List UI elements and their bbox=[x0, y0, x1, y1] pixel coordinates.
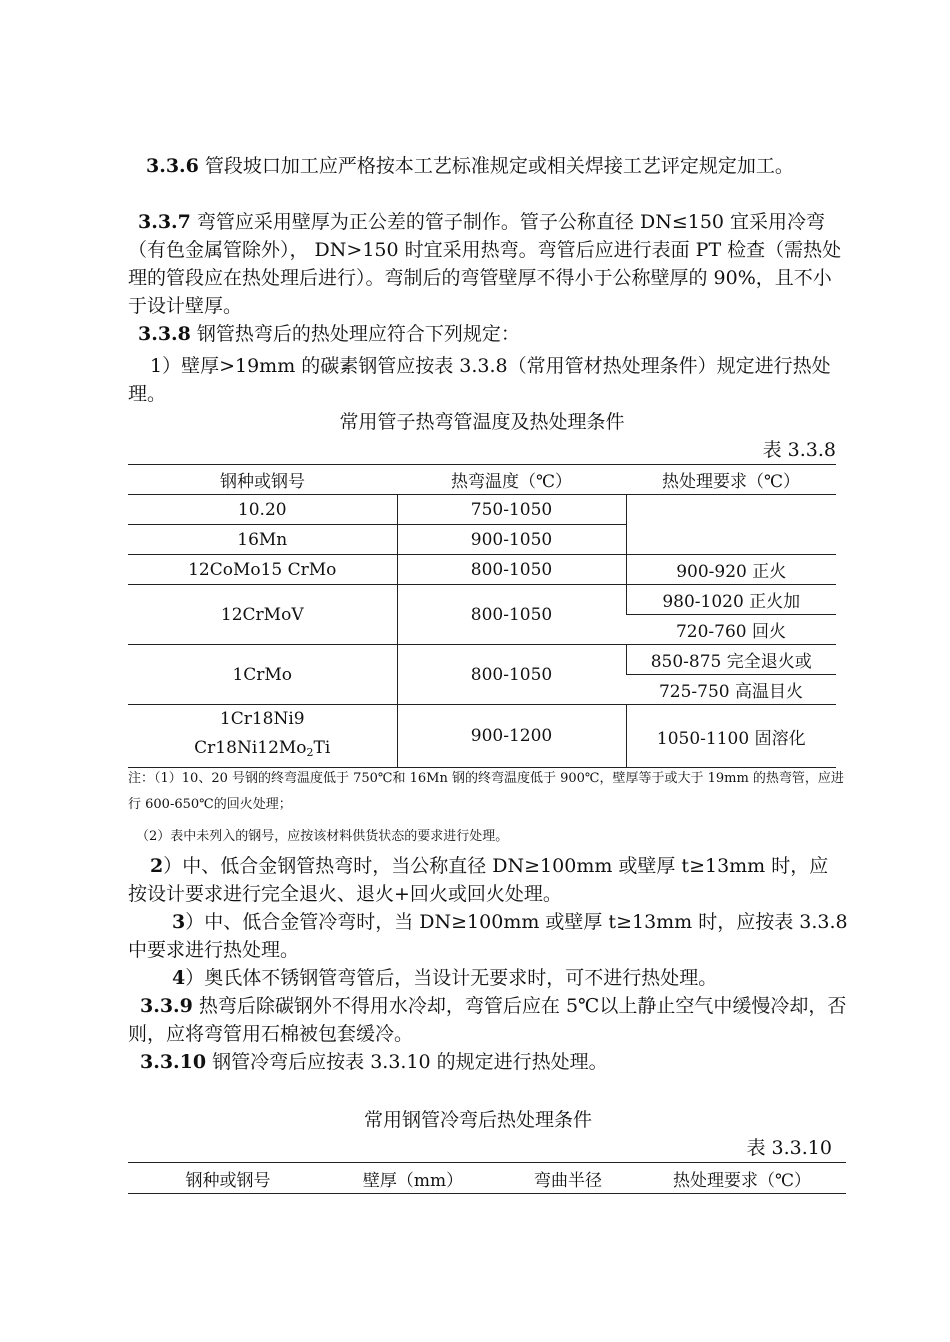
steel-grade-line: 1Cr18Ni9 bbox=[219, 709, 305, 729]
table-row bbox=[128, 555, 836, 585]
paragraph-3-3-9 bbox=[128, 992, 848, 1048]
cell-temp: 900-1050 bbox=[397, 525, 626, 555]
paragraph-3-3-8 bbox=[128, 320, 848, 348]
clause-number: 3.3.8 bbox=[138, 323, 191, 345]
cell-treatment: 720-760 回火 bbox=[626, 615, 836, 645]
table-row bbox=[128, 705, 836, 768]
list-item-1 bbox=[128, 352, 848, 408]
cell-steel: 16Mn bbox=[128, 525, 397, 555]
list-item-text: ）中、低合金钢管热弯时，当公称直径 DN≥100mm 或壁厚 t≥13mm 时，应按设计要求进行完全退火、退火+回火或回火处理。 bbox=[128, 855, 829, 905]
cold-bend-table bbox=[128, 1162, 846, 1194]
cell-treatment: 980-1020 正火加 bbox=[626, 585, 836, 615]
cell-temp: 800-1050 bbox=[397, 555, 626, 585]
cell-steel: 12CoMo15 CrMo bbox=[128, 555, 397, 585]
list-item-2 bbox=[128, 852, 844, 908]
paragraph-3-3-10 bbox=[128, 1048, 848, 1076]
item-number: 2 bbox=[150, 855, 164, 877]
cell-temp: 750-1050 bbox=[397, 495, 626, 525]
table-3-3-10-label: 表 3.3.10 bbox=[746, 1137, 832, 1159]
cell-treatment: 900-920 正火 bbox=[626, 555, 836, 585]
cell-temp: 800-1050 bbox=[397, 585, 626, 645]
cell-temp: 900-1200 bbox=[397, 705, 626, 768]
cell-treatment: 725-750 高温目火 bbox=[626, 675, 836, 705]
table-header-row bbox=[128, 465, 836, 495]
heat-bend-table bbox=[128, 464, 836, 768]
header-heat-treatment: 热处理要求（℃） bbox=[626, 465, 836, 495]
header-steel-grade: 钢种或钢号 bbox=[128, 465, 397, 495]
list-item-text: 1）壁厚>19mm 的碳素钢管应按表 3.3.8（常用管材热处理条件）规定进行热处理。 bbox=[128, 355, 831, 405]
cell-steel: 1CrMo bbox=[128, 645, 397, 705]
header-bend-radius: 弯曲半径 bbox=[498, 1163, 638, 1194]
list-item-text: ）奥氏体不锈钢管弯管后，当设计无要求时，可不进行热处理。 bbox=[185, 967, 718, 989]
header-bend-temp: 热弯温度（℃） bbox=[397, 465, 626, 495]
table-3-3-8-title: 常用管子热弯管温度及热处理条件 bbox=[339, 411, 625, 433]
clause-number: 3.3.10 bbox=[140, 1051, 207, 1073]
cell-treatment: 850-875 完全退火或 bbox=[626, 645, 836, 675]
clause-text: 钢管冷弯后应按表 3.3.10 的规定进行热处理。 bbox=[206, 1051, 608, 1073]
list-item-3 bbox=[128, 908, 848, 964]
clause-number: 3.3.7 bbox=[138, 211, 191, 233]
table-row bbox=[128, 645, 836, 675]
paragraph-3-3-7 bbox=[128, 208, 848, 320]
table-header-row bbox=[128, 1163, 846, 1194]
steel-grade-line: $Cr18Ni12Mo_2Ti$ bbox=[194, 738, 331, 759]
list-item-4 bbox=[128, 964, 848, 992]
table-note-1: 注：（1）10、20 号钢的终弯温度低于 750℃和 16Mn 钢的终弯温度低于 900℃，壁厚等于或大于 19mm 的热弯管，应进行 600-650℃的回火处理； bbox=[128, 771, 844, 812]
cell-steel: 12CrMoV bbox=[128, 585, 397, 645]
clause-text: 钢管热弯后的热处理应符合下列规定： bbox=[190, 323, 520, 345]
header-steel-grade: 钢种或钢号 bbox=[128, 1163, 328, 1194]
cell-treatment: 1050-1100 固溶化 bbox=[626, 705, 836, 768]
clause-text: 弯管应采用壁厚为正公差的管子制作。管子公称直径 DN≤150 宜采用冷弯（有色金属管除外）， DN>150 时宜采用热弯。弯管后应进行表面 PT 检查（需热处理的管段应在热处理后进行）。弯制后的弯管壁厚不得小于公称壁厚的 90%，且不小于设计壁厚。 bbox=[128, 211, 842, 317]
item-number: 3 bbox=[172, 911, 186, 933]
paragraph-3-3-6 bbox=[128, 152, 848, 180]
item-number: 4 bbox=[172, 967, 186, 989]
table-note-2: （2）表中未列入的钢号，应按该材料供货状态的要求进行处理。 bbox=[136, 829, 509, 844]
table-row bbox=[128, 495, 836, 525]
header-wall-thickness: 壁厚（mm） bbox=[328, 1163, 498, 1194]
table-3-3-8-label: 表 3.3.8 bbox=[762, 439, 836, 461]
clause-text: 热弯后除碳钢外不得用水冷却，弯管后应在 5℃以上静止空气中缓慢冷却，否则，应将弯管用石棉被包套缓冷。 bbox=[128, 995, 847, 1045]
header-heat-treatment: 热处理要求（℃） bbox=[638, 1163, 846, 1194]
table-3-3-10-title: 常用钢管冷弯后热处理条件 bbox=[363, 1109, 592, 1131]
cell-treatment-empty bbox=[626, 495, 836, 555]
clause-number: 3.3.9 bbox=[140, 995, 193, 1017]
cell-temp: 800-1050 bbox=[397, 645, 626, 705]
table-row bbox=[128, 585, 836, 615]
cell-steel: 10.20 bbox=[128, 495, 397, 525]
list-item-text: ）中、低合金管冷弯时，当 DN≥100mm 或壁厚 t≥13mm 时，应按表 3.3.8 中要求进行热处理。 bbox=[128, 911, 848, 961]
clause-number: 3.3.6 bbox=[146, 155, 199, 177]
cell-steel bbox=[128, 705, 397, 768]
clause-text: 管段坡口加工应严格按本工艺标准规定或相关焊接工艺评定规定加工。 bbox=[198, 155, 794, 177]
